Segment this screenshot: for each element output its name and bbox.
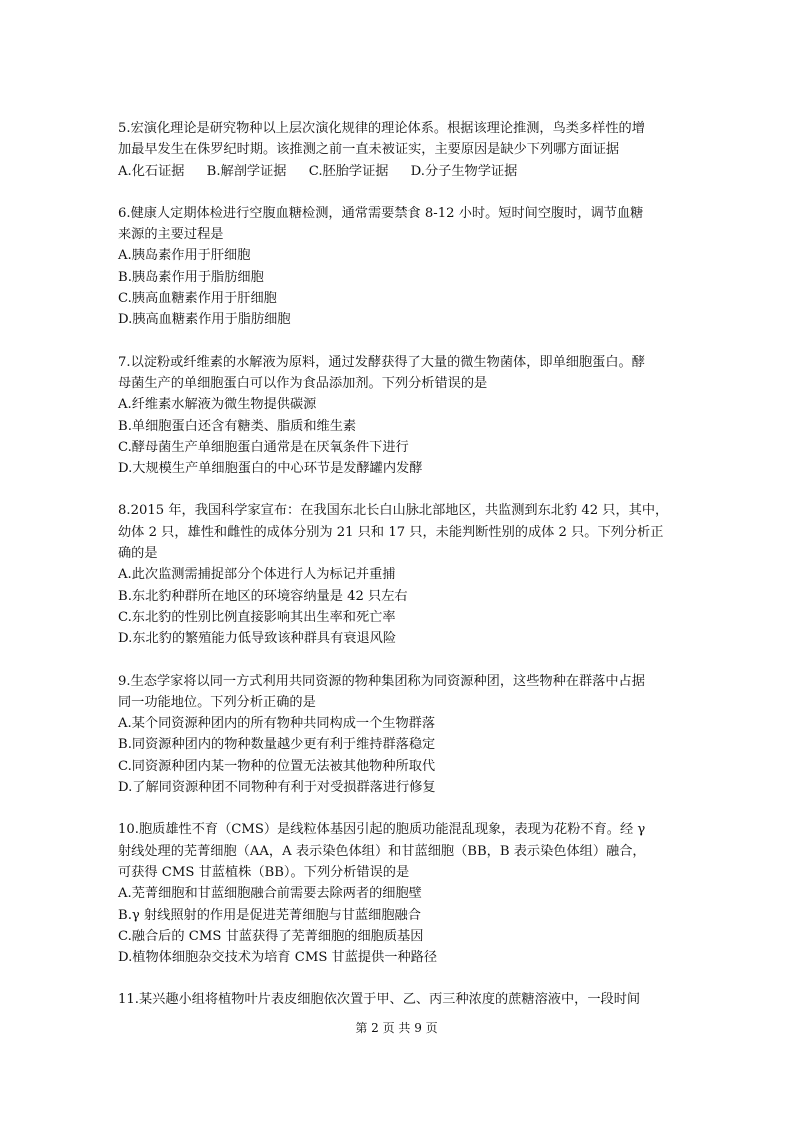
option-c: C.同资源种团内某一物种的位置无法被其他物种所取代	[118, 758, 436, 774]
question-stem-line: 同一功能地位。下列分析正确的是	[118, 694, 316, 710]
question-7	[118, 352, 690, 480]
option-a: A.化石证据	[118, 163, 185, 179]
question-stem-line: 可获得 CMS 甘蓝植株（BB）。下列分析错误的是	[118, 864, 410, 880]
option-c: C.东北豹的性别比例直接影响其出生率和死亡率	[118, 609, 396, 625]
question-10	[118, 819, 690, 968]
option-a: A.芜菁细胞和甘蓝细胞融合前需要去除两者的细胞壁	[118, 886, 422, 902]
question-stem-line: 来源的主要过程是	[118, 227, 224, 243]
option-c: C.酵母菌生产单细胞蛋白通常是在厌氧条件下进行	[118, 439, 409, 455]
question-stem-line: 11.某兴趣小组将植物叶片表皮细胞依次置于甲、乙、丙三种浓度的蔗糖溶液中，一段时间	[118, 992, 641, 1008]
exam-page	[118, 118, 690, 1011]
option-c: C.融合后的 CMS 甘蓝获得了芜菁细胞的细胞质基因	[118, 928, 424, 944]
question-stem-line: 幼体 2 只，雄性和雌性的成体分别为 21 只和 17 只，未能判断性别的成体 2 只。下列分析正	[118, 524, 664, 540]
option-a: A.胰岛素作用于肝细胞	[118, 248, 251, 264]
option-c: C.胰高血糖素作用于肝细胞	[118, 291, 277, 307]
option-d: D.分子生物学证据	[410, 163, 518, 179]
question-stem-line: 射线处理的芜菁细胞（AA，A 表示染色体组）和甘蓝细胞（BB，B 表示染色体组）融合，	[118, 843, 646, 859]
question-stem-line: 9.生态学家将以同一方式利用共同资源的物种集团称为同资源种团，这些物种在群落中占据	[118, 673, 645, 689]
option-d: D.胰高血糖素作用于脂肪细胞	[118, 312, 291, 328]
option-b: B.东北豹种群所在地区的环境容纳量是 42 只左右	[118, 588, 408, 604]
option-d: D.植物体细胞杂交技术为培育 CMS 甘蓝提供一种路径	[118, 950, 438, 966]
question-stem-line: 6.健康人定期体检进行空腹血糖检测，通常需要禁食 8-12 小时。短时间空腹时，调节血糖	[118, 205, 644, 221]
question-stem-line: 10.胞质雄性不育（CMS）是线粒体基因引起的胞质功能混乱现象，表现为花粉不育。经 γ	[118, 822, 646, 838]
option-b: B.γ 射线照射的作用是促进芜菁细胞与甘蓝细胞融合	[118, 907, 421, 923]
question-stem-line: 加最早发生在侏罗纪时期。该推测之前一直未被证实，主要原因是缺少下列哪方面证据	[118, 142, 620, 158]
question-11	[118, 989, 690, 1010]
option-d: D.东北豹的繁殖能力低导致该种群具有衰退风险	[118, 631, 397, 647]
options-row	[118, 161, 690, 182]
option-b: B.解剖学证据	[206, 163, 287, 179]
option-b: B.单细胞蛋白还含有糖类、脂质和维生素	[118, 418, 357, 434]
option-a: A.此次监测需捕捉部分个体进行人为标记并重捕	[118, 567, 396, 583]
option-b: B.同资源种团内的物种数量越少更有利于维持群落稳定	[118, 737, 436, 753]
option-d: D.大规模生产单细胞蛋白的中心环节是发酵罐内发酵	[118, 461, 423, 477]
question-9	[118, 671, 690, 799]
option-d: D.了解同资源种团不同物种有利于对受损群落进行修复	[118, 780, 436, 796]
page-footer: 第 2 页 共 9 页	[355, 1021, 438, 1035]
question-stem-line: 8.2015 年，我国科学家宣布：在我国东北长白山脉北部地区，共监测到东北豹 42 只，其中，	[118, 503, 669, 519]
option-a: A.某个同资源种团内的所有物种共同构成一个生物群落	[118, 716, 436, 732]
question-stem-line: 5.宏演化理论是研究物种以上层次演化规律的理论体系。根据该理论推测，鸟类多样性的增	[118, 121, 645, 136]
option-c: C.胚胎学证据	[308, 163, 389, 179]
option-a: A.纤维素水解液为微生物提供碳源	[118, 397, 317, 413]
question-6	[118, 203, 690, 331]
option-b: B.胰岛素作用于脂肪细胞	[118, 269, 264, 285]
question-5	[118, 118, 690, 182]
question-stem-line: 确的是	[118, 546, 158, 562]
question-stem-line: 7.以淀粉或纤维素的水解液为原料，通过发酵获得了大量的微生物菌体，即单细胞蛋白。酵	[118, 354, 645, 370]
question-stem-line: 母菌生产的单细胞蛋白可以作为食品添加剂。下列分析错误的是	[118, 375, 488, 391]
question-8	[118, 500, 690, 649]
